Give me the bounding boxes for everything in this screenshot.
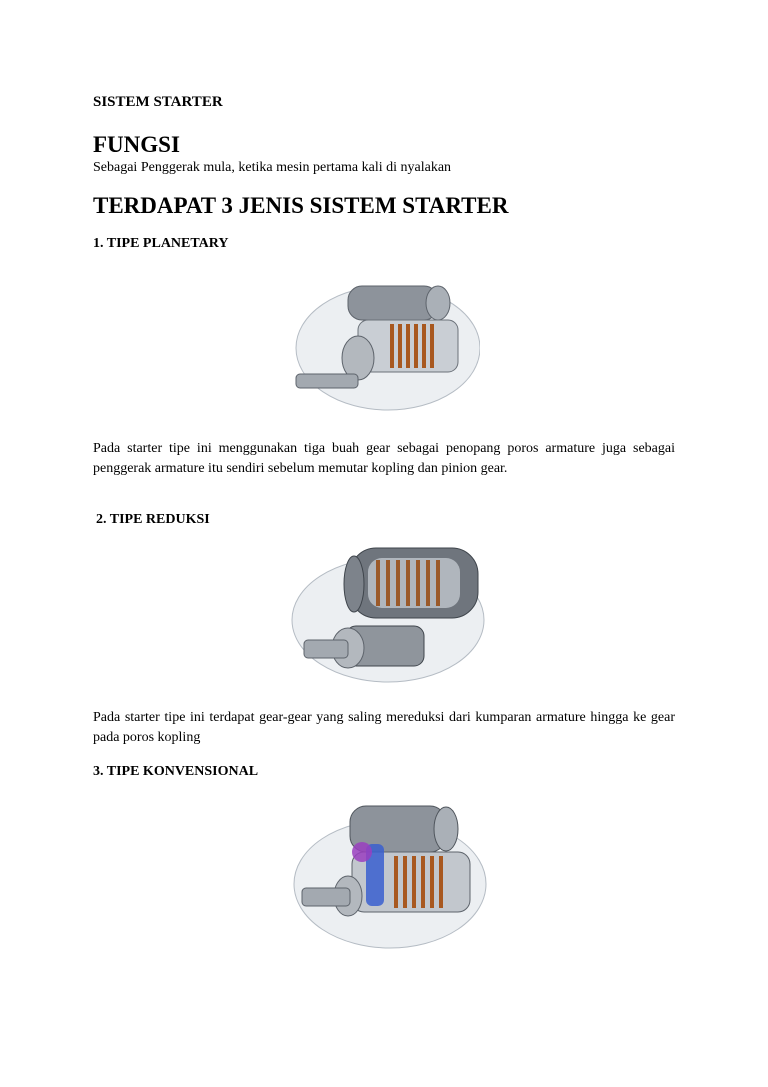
jenis-heading: TERDAPAT 3 JENIS SISTEM STARTER	[93, 193, 509, 218]
section-heading-reduksi: 2. TIPE REDUKSI	[96, 512, 210, 527]
fungsi-heading: FUNGSI	[93, 132, 180, 157]
fungsi-description: Sebagai Penggerak mula, ketika mesin pertama kali di nyalakan	[93, 160, 452, 175]
planetary-starter-image	[288, 258, 480, 418]
document-title: SISTEM STARTER	[93, 94, 223, 110]
reduction-starter-image	[288, 530, 500, 690]
conventional-starter-image	[290, 796, 490, 956]
section-heading-planetary: 1. TIPE PLANETARY	[93, 236, 229, 251]
section-heading-konvensional: 3. TIPE KONVENSIONAL	[93, 764, 259, 779]
section-paragraph-planetary: Pada starter tipe ini menggunakan tiga buah gear sebagai penopang poros armature juga sebagai penggerak armature itu sendiri sebelum memutar kopling dan pinion gear.	[93, 441, 675, 476]
section-paragraph-reduksi: Pada starter tipe ini terdapat gear-gear yang saling mereduksi dari kumparan armature hingga ke gear pada poros kopling	[93, 710, 675, 745]
